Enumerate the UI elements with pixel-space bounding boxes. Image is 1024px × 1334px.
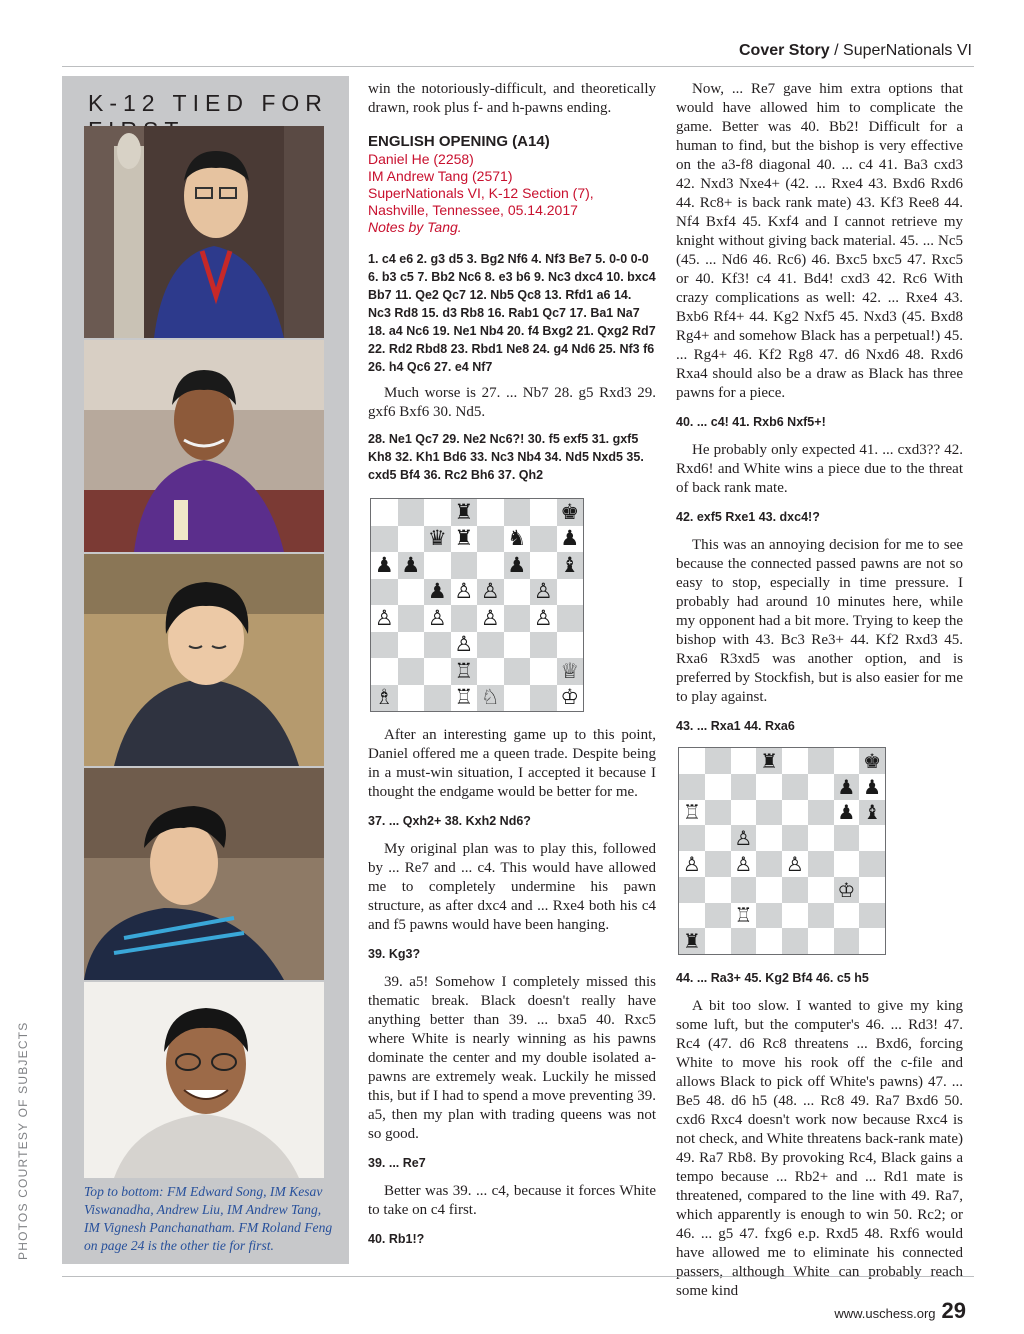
board-square	[424, 579, 451, 606]
running-header	[739, 42, 972, 60]
black-rook-icon: ♜	[760, 748, 779, 773]
board-square	[371, 579, 398, 606]
board-square	[477, 685, 504, 712]
white-pawn-icon: ♙	[374, 605, 394, 630]
page-footer	[834, 1298, 966, 1324]
white-bishop-icon: ♗	[374, 685, 394, 710]
photo-caption: Top to bottom: FM Edward Song, IM Kesav Viswanadha, Andrew Liu, IM Andrew Tang, IM Vignesh Panchanatham. FM Roland Feng on page 24 is the other tie for first.	[84, 1184, 333, 1253]
black-pawn-icon: ♟	[374, 552, 394, 577]
board-square	[557, 526, 584, 553]
annotation-1: Much worse is 27. ... Nb7 28. g5 Rxd3 29. gxf6 Bxf6 30. Nd5.	[368, 385, 656, 420]
white-pawn-icon: ♙	[480, 579, 500, 604]
board-square	[679, 928, 705, 954]
board-square	[782, 877, 808, 903]
chess-diagram-2	[678, 747, 886, 955]
game-notes-credit: Notes by Tang.	[368, 219, 462, 235]
board-square	[834, 877, 860, 903]
white-pawn-icon: ♙	[682, 851, 701, 876]
black-rook-icon: ♜	[454, 526, 474, 551]
board-square	[731, 825, 757, 851]
board-square	[371, 499, 398, 526]
board-square	[756, 774, 782, 800]
board-square	[530, 632, 557, 659]
board-square	[451, 499, 478, 526]
board-square	[451, 526, 478, 553]
game-black-player: IM Andrew Tang (2571)	[368, 168, 513, 184]
white-pawn-icon: ♙	[480, 605, 500, 630]
board-square	[705, 748, 731, 774]
board-square	[398, 579, 425, 606]
black-pawn-icon: ♟	[837, 774, 856, 799]
board-square	[859, 825, 885, 851]
board-square	[477, 526, 504, 553]
board-square	[371, 605, 398, 632]
board-square	[731, 748, 757, 774]
sidebar-title: K-12 TIED FOR	[88, 90, 328, 116]
black-pawn-icon: ♟	[863, 774, 882, 799]
board-square	[398, 658, 425, 685]
board-square	[679, 748, 705, 774]
board-square	[705, 877, 731, 903]
board-square	[679, 774, 705, 800]
page-number: 29	[941, 1298, 966, 1323]
board-square	[398, 605, 425, 632]
photo-andrew-tang	[84, 768, 324, 980]
article-column-3	[676, 80, 963, 1301]
board-square	[398, 499, 425, 526]
white-pawn-icon: ♙	[454, 579, 474, 604]
board-square	[557, 579, 584, 606]
board-square	[557, 499, 584, 526]
board-square	[424, 658, 451, 685]
board-square	[705, 928, 731, 954]
annotation-5: Better was 39. ... c4, because it forces White to take on c4 first.	[368, 1183, 656, 1218]
board-square	[679, 851, 705, 877]
black-king-icon: ♚	[560, 499, 580, 524]
white-pawn-icon: ♙	[427, 605, 447, 630]
photo-vignesh-panchanatham	[84, 982, 324, 1178]
board-square	[477, 632, 504, 659]
board-square	[504, 658, 531, 685]
sidebar	[62, 76, 349, 1264]
board-square	[477, 605, 504, 632]
board-square	[504, 685, 531, 712]
board-square	[398, 685, 425, 712]
white-rook-icon: ♖	[682, 800, 701, 825]
board-square	[371, 526, 398, 553]
game-site: Nashville, Tennessee, 05.14.2017	[368, 202, 578, 218]
header-separator: /	[829, 42, 844, 59]
board-square	[371, 632, 398, 659]
photo-credit-text: PHOTOS COURTESY OF SUBJECTS	[16, 1021, 30, 1260]
header-section: Cover Story	[738, 42, 830, 59]
game-white-player: Daniel He (2258)	[368, 151, 474, 167]
white-pawn-icon: ♙	[734, 851, 753, 876]
annotation-8: This was an annoying decision for me to see because the connected passed pawns are not so easy to stop, especially in time pressure. I probably had around 10 minutes here, while my opponent had a bit more. Trying to keep the bishop with 43. Bc3 Re3+ 44. Kf2 Rxd3 45. Rxa6 R3xd5 was another option, and is preferred by Stockfish, but is also easier for me to play against.	[676, 537, 963, 705]
board-square	[731, 800, 757, 826]
board-square	[834, 928, 860, 954]
board-square	[557, 632, 584, 659]
black-pawn-icon: ♟	[401, 552, 421, 577]
board-square	[451, 579, 478, 606]
board-square	[424, 526, 451, 553]
board-square	[530, 658, 557, 685]
board-square	[834, 748, 860, 774]
board-square	[808, 748, 834, 774]
moves-block-2: 28. Ne1 Qc7 29. Ne2 Nc6?! 30. f5 exf5 31. gxf5 Kh8 32. Kh1 Bd6 33. Nc3 Nb4 34. Nd5 Nxd5 35. cxd5 Bf4 36. Rc2 Bh6 37. Qh2	[368, 432, 644, 482]
board-square	[557, 685, 584, 712]
board-square	[424, 552, 451, 579]
board-square	[756, 877, 782, 903]
moves-block-1: 1. c4 e6 2. g3 d5 3. Bg2 Nf6 4. Nf3 Be7 5. 0-0 0-0 6. b3 c5 7. Bb2 Nc6 8. e3 b6 9. Nc3 dxc4 10. bxc4 Bb7 11. Qe2 Qc7 12. Nb5 Qc8 13. Rfd1 a6 14. Nc3 Rd8 15. d3 Rb8 16. Rab1 Qc7 17. Ba1 Na7 18. a4 Nc6 19. Ne1 Nb4 20. f4 Bxg2 21. Qxg2 Rd7 22. Rd2 Rbd8 23. Rbd1 Ne8 24. g4 Nd6 25. Nf3 f6 26. h4 Qc6 27. e4 Nf7	[368, 252, 656, 374]
moves-block-5: 39. ... Re7	[368, 1156, 426, 1170]
board-square	[859, 851, 885, 877]
board-square	[557, 605, 584, 632]
board-square	[756, 928, 782, 954]
moves-block-10: 44. ... Ra3+ 45. Kg2 Bf4 46. c5 h5	[676, 971, 869, 985]
white-queen-icon: ♕	[560, 658, 580, 683]
board-square	[782, 851, 808, 877]
board-square	[477, 579, 504, 606]
board-square	[756, 903, 782, 929]
board-square	[679, 825, 705, 851]
board-square	[731, 877, 757, 903]
white-pawn-icon: ♙	[454, 632, 474, 657]
board-square	[451, 658, 478, 685]
board-square	[782, 825, 808, 851]
board-square	[808, 903, 834, 929]
board-square	[530, 605, 557, 632]
board-square	[557, 658, 584, 685]
board-square	[398, 632, 425, 659]
board-square	[756, 800, 782, 826]
board-square	[834, 903, 860, 929]
black-knight-icon: ♞	[507, 526, 527, 551]
article-column-2	[368, 80, 656, 1248]
photo-kesav-viswanadha	[84, 340, 324, 552]
board-square	[808, 877, 834, 903]
annotation-7: He probably only expected 41. ... cxd3?? 42. Rxd6! and White wins a piece due to the threat of back rank mate.	[676, 442, 963, 496]
board-square	[782, 928, 808, 954]
board-square	[859, 928, 885, 954]
board-square	[530, 552, 557, 579]
board-square	[398, 552, 425, 579]
board-square	[731, 928, 757, 954]
moves-block-3: 37. ... Qxh2+ 38. Kxh2 Nd6?	[368, 814, 531, 828]
board-square	[705, 903, 731, 929]
board-square	[504, 579, 531, 606]
annotation-6: Now, ... Re7 gave him extra options that would have allowed him to complicate the game. Better was 40. Bb2! Difficult for a human to find, but the bishop is very effective on the a3-f8 diagonal 40. ... c4 41. Ba3 cxd3 42. Nxd3 Nxe4+ (42. ... Rxe4 43. Bxd6 Rxd6 44. Rc8+ is back rank mate) 43. Kf3 Ree8 44. Nf4 Bxf4 45. Kxf4 and I cannot retrieve my knight without giving back material. 45. ... Nc5 (45. ... Nd6 46. Rc6) 46. Bxc5 bxc5 47. Rxc5 or 40. Kf3! c4 41. Bd4! cxd3 42. Rc6 With crazy complications as well: 42. ... Rxe4 43. Bxb6 Rf4+ 44. Kg2 Nxf5 45. Nxd3 (45. Bxd8 Rg4+ and somehow Black has a perpetual!) 45. ... Rg4+ 46. Kf2 Rg8 47. d6 Nxd6 48. Rxd6 Rxa4 should also be a draw as Black has three pawns for a piece.	[676, 81, 963, 401]
black-bishop-icon: ♝	[560, 552, 580, 577]
moves-block-7: 40. ... c4! 41. Rxb6 Nxf5+!	[676, 415, 826, 429]
white-pawn-icon: ♙	[734, 826, 753, 851]
white-pawn-icon: ♙	[533, 605, 553, 630]
board-square	[834, 851, 860, 877]
board-square	[530, 499, 557, 526]
board-square	[679, 903, 705, 929]
board-square	[705, 774, 731, 800]
board-square	[504, 526, 531, 553]
moves-block-8: 42. exf5 Rxe1 43. dxc4!?	[676, 510, 820, 524]
board-square	[834, 800, 860, 826]
board-square	[477, 552, 504, 579]
black-pawn-icon: ♟	[560, 526, 580, 551]
board-square	[782, 800, 808, 826]
board-square	[731, 851, 757, 877]
board-square	[705, 800, 731, 826]
board-square	[530, 526, 557, 553]
white-rook-icon: ♖	[454, 685, 474, 710]
board-square	[398, 526, 425, 553]
black-queen-icon: ♛	[427, 526, 447, 551]
board-square	[705, 851, 731, 877]
board-square	[504, 605, 531, 632]
board-square	[504, 632, 531, 659]
photo-andrew-liu	[84, 554, 324, 766]
board-square	[834, 825, 860, 851]
header-rule	[62, 66, 974, 67]
board-square	[451, 605, 478, 632]
board-square	[859, 800, 885, 826]
board-square	[424, 499, 451, 526]
board-square	[477, 658, 504, 685]
black-pawn-icon: ♟	[427, 579, 447, 604]
moves-block-9: 43. ... Rxa1 44. Rxa6	[676, 719, 795, 733]
board-square	[859, 774, 885, 800]
footer-url: www.uschess.org	[834, 1306, 936, 1321]
board-square	[756, 825, 782, 851]
board-square	[808, 800, 834, 826]
black-rook-icon: ♜	[682, 929, 701, 954]
board-square	[424, 632, 451, 659]
board-square	[808, 825, 834, 851]
footer-rule	[62, 1276, 974, 1277]
board-square	[782, 748, 808, 774]
board-square	[859, 877, 885, 903]
board-square	[424, 685, 451, 712]
annotation-3: My original plan was to play this, followed by ... Re7 and ... c4. This would have allowed me to completely undermine his pawn structure, as after dxc4 and ... Rxe4 both his c4 and f5 pawns would have been hanging.	[368, 841, 656, 933]
board-square	[477, 499, 504, 526]
board-square	[371, 552, 398, 579]
white-knight-icon: ♘	[480, 685, 500, 710]
game-title: ENGLISH OPENING (A14)	[368, 133, 550, 150]
board-square	[782, 774, 808, 800]
board-square	[756, 748, 782, 774]
board-square	[504, 552, 531, 579]
header-series: SuperNationals VI	[843, 42, 972, 59]
board-square	[451, 552, 478, 579]
black-pawn-icon: ♟	[507, 552, 527, 577]
white-rook-icon: ♖	[734, 903, 753, 928]
board-square	[705, 825, 731, 851]
board-square	[808, 774, 834, 800]
black-bishop-icon: ♝	[863, 800, 882, 825]
board-square	[859, 748, 885, 774]
board-square	[557, 552, 584, 579]
board-square	[756, 851, 782, 877]
intro-paragraph: win the notoriously-difficult, and theoretically drawn, rook plus f- and h-pawns ending.	[368, 81, 656, 116]
white-king-icon: ♔	[837, 877, 856, 902]
board-square	[859, 903, 885, 929]
game-event: SuperNationals VI, K-12 Section (7),	[368, 185, 594, 201]
board-square	[731, 774, 757, 800]
board-square	[504, 499, 531, 526]
white-rook-icon: ♖	[454, 658, 474, 683]
moves-block-6: 40. Rb1!?	[368, 1232, 425, 1246]
annotation-10: A bit too slow. I wanted to give my king some luft, but the computer's 46. ... Rd3! 47. Rc4 (47. d6 Rc8 threatens ... Bxd6, forcing White to move his rook off the c-file and allows Black to pick off White's pawns) 47. ... Be5 48. d6 h5 (48. ... Rc8 49. Ra7 Bxd6 50. cxd6 Rxc4 doesn't work now because Rxc4 is not check, and White threatens back-rank mate) 49. Ra7 Rb8. By provoking Rc4, Black gains a tempo because ... Rb2+ and ... Rd1 mate is threatened, compared to the line with 49. Ra7, which apparently is enough to win 50. Rc2; or 46. ... g5 47. fxg6 e.p. Rxd5 48. Rxf6 would have allowed me to eliminate his connected passers, although White can probably reach some kind	[676, 998, 963, 1299]
moves-block-4: 39. Kg3?	[368, 947, 421, 961]
board-square	[371, 658, 398, 685]
board-square	[782, 903, 808, 929]
board-square	[808, 851, 834, 877]
black-king-icon: ♚	[863, 748, 882, 773]
board-square	[451, 632, 478, 659]
white-king-icon: ♔	[560, 685, 580, 710]
annotation-4: 39. a5! Somehow I completely missed this thematic break. Black doesn't really have anything better than 39. ... bxa5 40. Rxc5 where White is nearly winning as his pawns dominate the center and my double isolated a-pawns are extremely weak. Luckily he missed this, but if I had to spend a move preventing 39. a5, then my plan with trading queens was not so good.	[368, 974, 656, 1142]
black-pawn-icon: ♟	[837, 800, 856, 825]
white-pawn-icon: ♙	[785, 851, 804, 876]
photo-edward-song	[84, 126, 324, 338]
board-square	[834, 774, 860, 800]
board-square	[808, 928, 834, 954]
board-square	[731, 903, 757, 929]
board-square	[451, 685, 478, 712]
black-rook-icon: ♜	[454, 499, 474, 524]
chess-diagram-1	[370, 498, 584, 712]
board-square	[679, 877, 705, 903]
annotation-2: After an interesting game up to this point, Daniel offered me a queen trade. Despite being in a must-win situation, I accepted it because I thought the endgame would be better for me.	[368, 727, 656, 800]
board-square	[679, 800, 705, 826]
white-pawn-icon: ♙	[533, 579, 553, 604]
board-square	[371, 685, 398, 712]
board-square	[530, 685, 557, 712]
board-square	[530, 579, 557, 606]
board-square	[424, 605, 451, 632]
photo-credit	[16, 1021, 36, 1260]
